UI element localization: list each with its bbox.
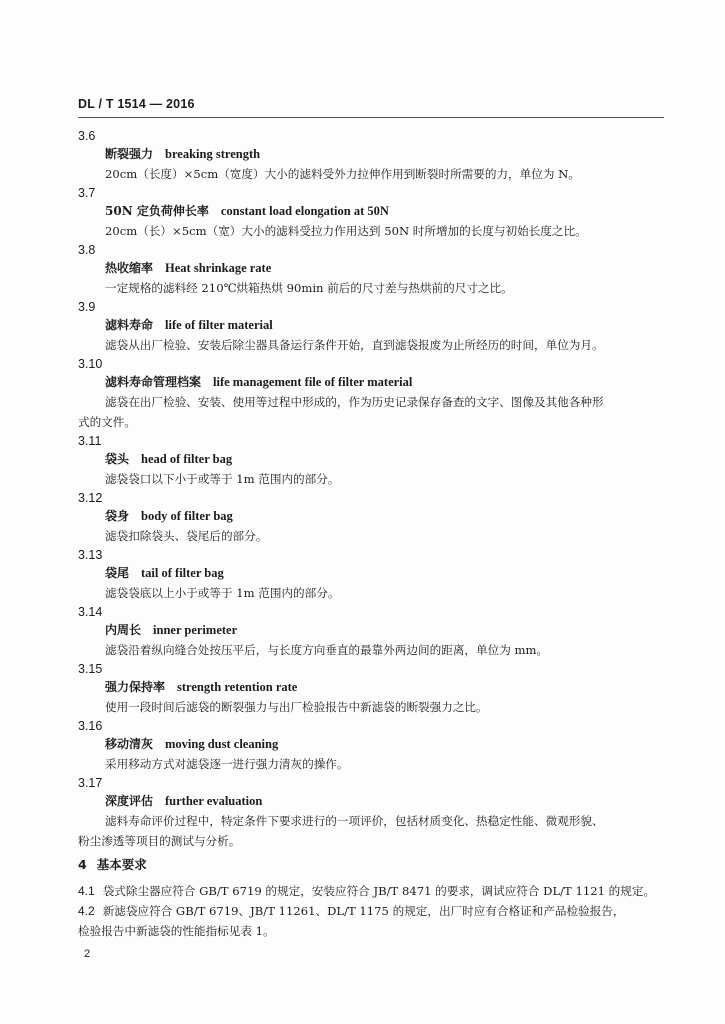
term-entry	[78, 184, 668, 241]
term-number: 3.10	[78, 357, 103, 371]
section-title: 基本要求	[96, 857, 147, 872]
clause-text: 袋式除尘器应符合 GB/T 6719 的规定，安装应符合 JB/T 8471 的要求，调试应符合 DL/T 1121 的规定。	[102, 884, 656, 898]
term-entry	[78, 660, 668, 717]
term-english: moving dust cleaning	[165, 737, 279, 751]
term-definition: 采用移动方式对滤袋逐一进行强力清灰的操作。	[105, 757, 349, 771]
term-entry	[78, 127, 668, 184]
term-chinese: 滤料寿命	[105, 318, 154, 332]
clauses-list	[78, 881, 668, 941]
page-number: 2	[84, 948, 91, 960]
term-title	[105, 678, 668, 697]
term-chinese: 50N 定负荷伸长率	[105, 204, 209, 218]
clause-text: 新滤袋应符合 GB/T 6719、JB/T 11261、DL/T 1175 的规定，出厂时应有合格证和产品检验报告，	[102, 904, 625, 918]
term-title	[105, 507, 668, 526]
term-title	[105, 735, 668, 754]
term-number: 3.15	[78, 662, 103, 676]
term-number: 3.9	[78, 300, 96, 314]
term-entry	[78, 546, 668, 603]
term-definition-continued: 粉尘渗透等项目的测试与分析。	[78, 834, 241, 848]
term-entry	[78, 489, 668, 546]
term-entry	[78, 774, 668, 851]
term-definition-continued: 式的文件。	[78, 415, 136, 429]
term-definition: 使用一段时间后滤袋的断裂强力与出厂检验报告中新滤袋的断裂强力之比。	[105, 700, 488, 714]
term-title	[105, 316, 668, 335]
term-definition: 滤袋从出厂检验、安装后除尘器具备运行条件开始，直到滤袋报废为止所经历的时间，单位为月。	[105, 338, 604, 352]
term-entry	[78, 298, 668, 355]
term-entry	[78, 432, 668, 489]
clause-line-continued	[78, 921, 668, 941]
term-chinese: 内周长	[105, 623, 142, 637]
term-number: 3.12	[78, 491, 103, 505]
term-title	[105, 621, 668, 640]
term-number: 3.8	[78, 243, 96, 257]
term-definition: 滤料寿命评价过程中，特定条件下要求进行的一项评价，包括材质变化、热稳定性能、微观形貌、	[105, 814, 604, 828]
term-title	[105, 145, 668, 164]
term-chinese: 移动清灰	[105, 737, 154, 751]
section-heading	[78, 855, 147, 873]
term-number: 3.17	[78, 776, 103, 790]
term-number: 3.13	[78, 548, 103, 562]
term-definition: 滤袋袋口以下小于或等于 1m 范围内的部分。	[105, 472, 340, 486]
term-chinese: 滤料寿命管理档案	[105, 375, 202, 389]
term-entry	[78, 603, 668, 660]
term-english: head of filter bag	[141, 452, 233, 466]
term-chinese: 强力保持率	[105, 680, 166, 694]
term-english: body of filter bag	[141, 509, 233, 523]
term-number: 3.7	[78, 186, 96, 200]
term-definition: 20cm（长度）×5cm（宽度）大小的滤料受外力拉伸作用到断裂时所需要的力，单位为 N。	[105, 167, 580, 181]
term-english: strength retention rate	[177, 680, 298, 694]
header-rule	[78, 117, 664, 118]
term-entry	[78, 717, 668, 774]
term-definition: 滤袋沿着纵向缝合处按压平后，与长度方向垂直的最靠外两边间的距离，单位为 mm。	[105, 643, 549, 657]
term-english: inner perimeter	[153, 623, 238, 637]
clause-number: 4.2	[78, 904, 95, 918]
clause-line	[78, 881, 668, 901]
term-chinese: 袋身	[105, 509, 130, 523]
term-entry	[78, 241, 668, 298]
term-title	[105, 450, 668, 469]
clause-line	[78, 901, 668, 921]
term-english: tail of filter bag	[141, 566, 224, 580]
term-english: Heat shrinkage rate	[165, 261, 272, 275]
term-chinese: 热收缩率	[105, 261, 154, 275]
term-chinese: 袋头	[105, 452, 130, 466]
term-number: 3.14	[78, 605, 103, 619]
term-definition: 滤袋袋底以上小于或等于 1m 范围内的部分。	[105, 586, 340, 600]
term-chinese: 断裂强力	[105, 147, 154, 161]
term-definition: 一定规格的滤料经 210℃烘箱热烘 90min 前后的尺寸差与热烘前的尺寸之比。	[105, 281, 513, 295]
clause-text: 检验报告中新滤袋的性能指标见表 1。	[78, 924, 275, 938]
term-chinese: 深度评估	[105, 794, 154, 808]
term-number: 3.6	[78, 129, 96, 143]
term-title	[105, 792, 668, 811]
term-entry	[78, 355, 668, 432]
term-english: life of filter material	[165, 318, 273, 332]
term-english: constant load elongation at 50N	[220, 204, 389, 218]
term-english: further evaluation	[165, 794, 263, 808]
section-number: 4	[78, 857, 87, 872]
term-title	[105, 259, 668, 278]
clause-number: 4.1	[78, 884, 95, 898]
term-definition: 20cm（长）×5cm（宽）大小的滤料受拉力作用达到 50N 时所增加的长度与初始长度之比。	[105, 224, 587, 238]
term-title	[105, 373, 668, 392]
term-chinese: 袋尾	[105, 566, 130, 580]
term-definition: 滤袋扣除袋头、袋尾后的部分。	[105, 529, 268, 543]
term-english: breaking strength	[165, 147, 261, 161]
standard-code-header: DL / T 1514 — 2016	[78, 97, 195, 111]
term-english: life management file of filter material	[213, 375, 413, 389]
term-number: 3.16	[78, 719, 103, 733]
term-definition: 滤袋在出厂检验、安装、使用等过程中形成的，作为历史记录保存备查的文字、图像及其他各种形	[105, 395, 604, 409]
term-number: 3.11	[78, 434, 102, 448]
term-title	[105, 202, 668, 221]
terms-list	[78, 127, 668, 851]
term-title	[105, 564, 668, 583]
